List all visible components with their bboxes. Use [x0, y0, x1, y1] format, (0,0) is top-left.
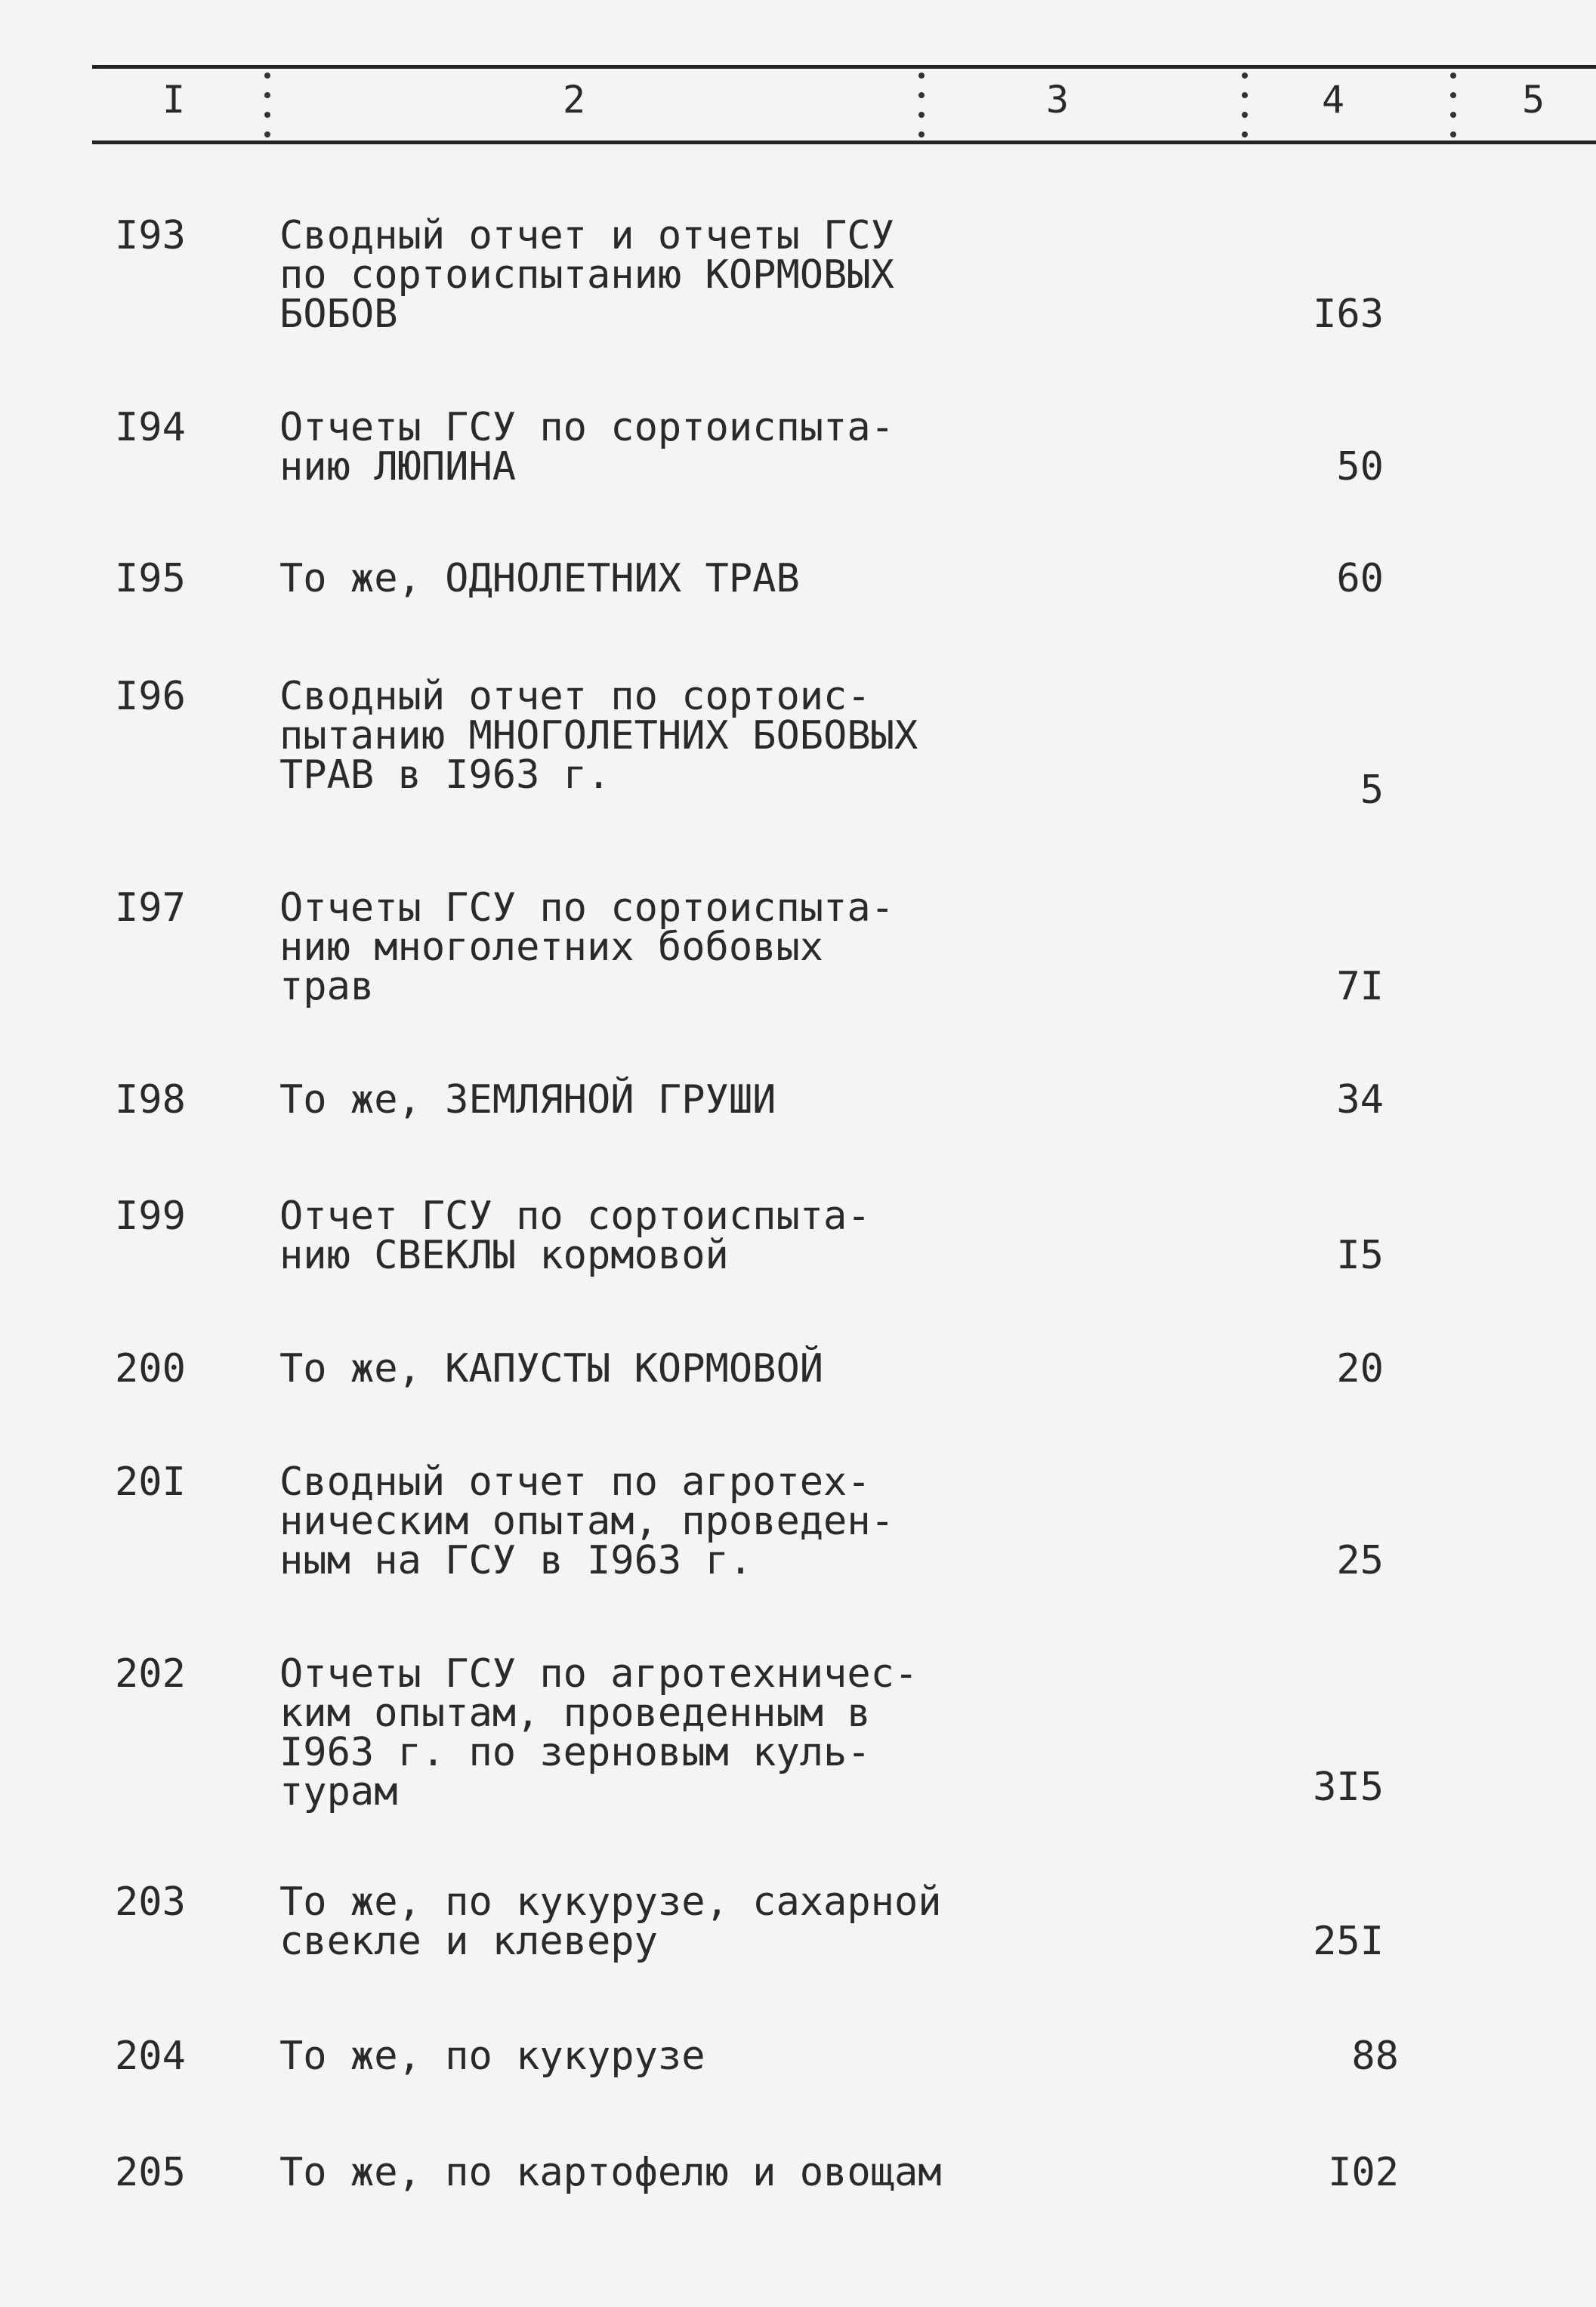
- item-number: 204: [115, 2034, 186, 2079]
- item-title: Сводный отчет по сортоис- пытанию МНОГОЛЕТНИХ БОБОВЫХ ТРАВ в I963 г.: [279, 674, 918, 798]
- column-header-4: 4: [1321, 78, 1345, 122]
- item-title: Отчеты ГСУ по сортоиспыта- нию ЛЮПИНА: [279, 405, 894, 490]
- header-top-rule: [92, 65, 1596, 69]
- column-header-5: 5: [1521, 78, 1545, 122]
- item-sheet-count: I5: [1336, 1233, 1384, 1278]
- item-sheet-count: 25: [1336, 1538, 1384, 1583]
- column-header-2: 2: [562, 78, 586, 122]
- item-number: I98: [115, 1077, 186, 1123]
- item-number: I95: [115, 556, 186, 601]
- item-number: I94: [115, 405, 186, 450]
- item-number: I93: [115, 213, 186, 258]
- item-sheet-count: I63: [1313, 292, 1384, 337]
- item-title: То же, ОДНОЛЕТНИХ ТРАВ: [279, 556, 800, 601]
- item-title: То же, КАПУСТЫ КОРМОВОЙ: [279, 1346, 824, 1391]
- item-title: То же, по кукурузе: [279, 2034, 705, 2079]
- column-header-1: I: [162, 78, 186, 122]
- item-title: Отчеты ГСУ по агротехничес- ким опытам, проведенным в I963 г. по зерновым куль- турам: [279, 1651, 918, 1814]
- item-number: I96: [115, 674, 186, 719]
- item-number: 205: [115, 2150, 186, 2195]
- item-sheet-count: 20: [1336, 1346, 1384, 1391]
- item-sheet-count: 34: [1336, 1077, 1384, 1123]
- column-separator: [264, 73, 270, 137]
- item-title: То же, по картофелю и овощам: [279, 2150, 942, 2195]
- item-sheet-count: 25I: [1313, 1919, 1384, 1964]
- item-number: 203: [115, 1879, 186, 1925]
- item-number: 200: [115, 1346, 186, 1391]
- item-sheet-count: 60: [1336, 556, 1384, 601]
- header-bottom-rule: [92, 141, 1596, 144]
- item-title: Отчет ГСУ по сортоиспыта- нию СВЕКЛЫ кормовой: [279, 1194, 871, 1278]
- item-title: То же, по кукурузе, сахарной свекле и клеверу: [279, 1879, 942, 1964]
- item-sheet-count: 5: [1360, 767, 1384, 813]
- item-title: То же, ЗЕМЛЯНОЙ ГРУШИ: [279, 1077, 776, 1123]
- column-header-3: 3: [1045, 78, 1070, 122]
- item-sheet-count: 3I5: [1313, 1765, 1384, 1810]
- item-number: I97: [115, 885, 186, 931]
- item-number: I99: [115, 1194, 186, 1239]
- item-sheet-count: 7I: [1336, 964, 1384, 1009]
- item-number: 20I: [115, 1459, 186, 1505]
- column-separator: [1450, 73, 1456, 137]
- item-title: Сводный отчет по агротех- ническим опытам, проведен- ным на ГСУ в I963 г.: [279, 1459, 894, 1583]
- item-title: Отчеты ГСУ по сортоиспыта- нию многолетних бобовых трав: [279, 885, 894, 1009]
- item-title: Сводный отчет и отчеты ГСУ по сортоиспытанию КОРМОВЫХ БОБОВ: [279, 213, 894, 337]
- item-number: 202: [115, 1651, 186, 1697]
- item-sheet-count: 50: [1336, 444, 1384, 490]
- item-sheet-count: I02: [1328, 2150, 1399, 2195]
- column-separator: [918, 73, 925, 137]
- item-sheet-count: 88: [1351, 2034, 1399, 2079]
- column-separator: [1242, 73, 1248, 137]
